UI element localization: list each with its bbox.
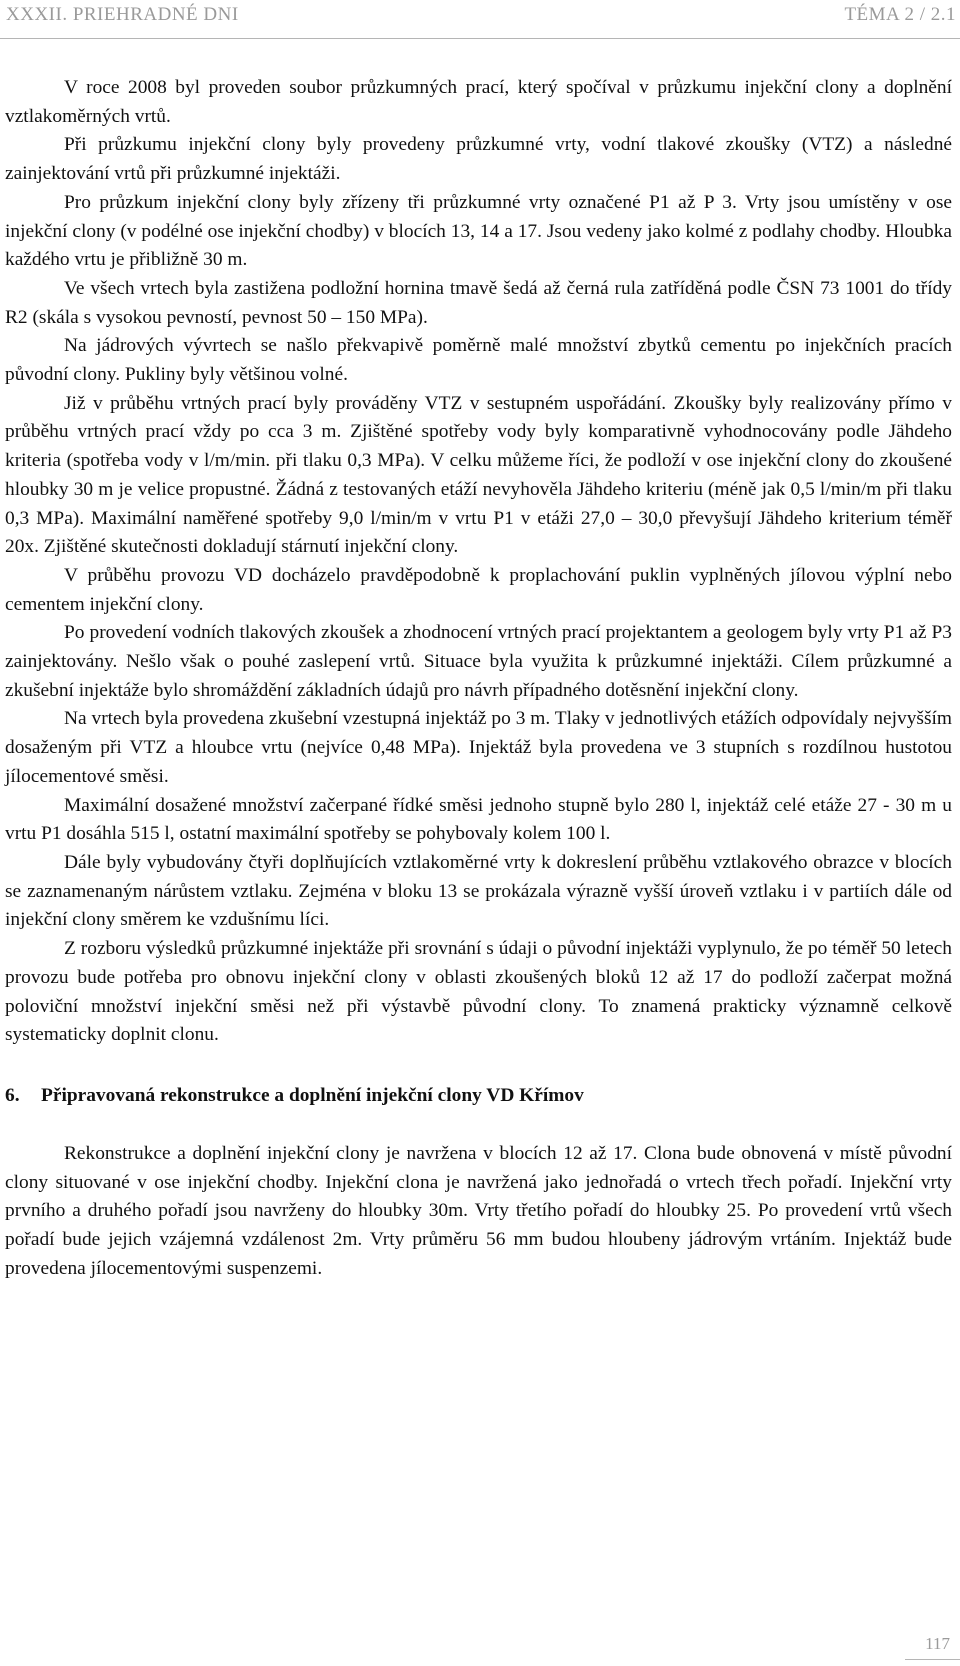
paragraph: Z rozboru výsledků průzkumné injektáže při srovnání s údaji o původní injektáži vyplynulo, že po téměř 50 letech provozu bude potřeba pro obnovu injekční clony v oblasti zkoušených bloků 12 až 17 do podloží začerpat možná poloviční množství injekční směsi než při výstavbě původní clony. To znamená prakticky významně celkově systematicky doplnit clonu. [5, 938, 952, 1046]
paragraph: Při průzkumu injekční clony byly provedeny průzkumné vrty, vodní tlakové zkoušky (VTZ) a následné zainjektování vrtů při průzkumné injektáži. [5, 134, 952, 185]
paragraph: Již v průběhu vrtných prací byly prováděny VTZ v sestupném uspořádání. Zkoušky byly realizovány přímo v průběhu vrtných prací vždy po cca 3 m. Zjištěné spotřeby vody byly komparativně vyhodnocovány podle Jähdeho kriteria (spotřeba vody v l/m/min. při tlaku 0,3 MPa). V celku můžeme říci, že podloží v ose injekční clony do zkoušené hloubky 30 m je velice propustné. Žádná z testovaných etáží nevyhověla Jähdeho kriteriu (méně jak 0,5 l/min/m při tlaku 0,3 MPa). Maximální naměřené spotřeby 9,0 l/min/m v vrtu P1 v etáži 27,0 – 30,0 převyšují Jähdeho kriterium téměř 20x. Zjištěné skutečnosti dokladují stárnutí injekční clony. [5, 392, 952, 558]
header-rule [0, 38, 960, 39]
paragraph: Po provedení vodních tlakových zkoušek a zhodnocení vrtných prací projektantem a geologem byly vrty P1 až P3 zainjektovány. Nešlo však o pouhé zaslepení vrtů. Situace byla využita k průzkumné injektáži. Cílem průzkumné a zkušební injektáže bylo shromáždění základních údajů pro návrh případného dotěsnění injekční clony. [5, 622, 952, 701]
paragraph: V průběhu provozu VD docházelo pravděpodobně k proplachování puklin vyplněných jílovou výplní nebo cementem injekční clony. [5, 564, 952, 615]
section-number: 6. [5, 1084, 20, 1106]
paragraph: Ve všech vrtech byla zastižena podložní hornina tmavě šedá až černá rula zatříděná podle ČSN 73 1001 do třídy R2 (skála s vysokou pevností, pevnost 50 – 150 MPa). [5, 277, 952, 328]
section-title: Připravovaná rekonstrukce a doplnění injekční clony VD Křímov [41, 1084, 584, 1106]
paragraph: Na vrtech byla provedena zkušební vzestupná injektáž po 3 m. Tlaky v jednotlivých etážích odpovídaly nejvyšším dosaženým při VTZ a hloubce vrtu (nejvíce 0,48 MPa). Injektáž byla provedena ve 3 stupních s rozdílnou hustotou jílocementové směsi. [5, 708, 952, 787]
paragraph: Pro průzkum injekční clony byly zřízeny tři průzkumné vrty označené P1 až P 3. Vrty jsou umístěny v ose injekční clony (v podélné ose injekční chodby) v blocích 13, 14 a 17. Jsou vedeny jako kolmé z podlahy chodby. Hloubka každého vrtu je přibližně 30 m. [5, 191, 952, 271]
paragraph: Na jádrových vývrtech se našlo překvapivě poměrně malé množství zbytků cementu po injekčních pracích původní clony. Pukliny byly většinou volné. [5, 335, 952, 386]
paragraph: Dále byly vybudovány čtyři doplňujících vztlakoměrné vrty k dokreslení průběhu vztlakového obrazce v blocích se zaznamenaným nárůstem vztlaku. Zejména v bloku 13 se prokázala výrazně vyšší úroveň vztlaku i v partiích dále od injekční clony směrem ke vzdušnímu líci. [5, 851, 952, 931]
topic-label: TÉMA 2 / 2.1 [844, 4, 956, 25]
section-heading [5, 1082, 952, 1110]
document-body [5, 74, 952, 1283]
footer-rule [905, 1659, 960, 1660]
paragraph: V roce 2008 byl proveden soubor průzkumných prací, který spočíval v průzkumu injekční clony a doplnění vztlakoměrných vrtů. [5, 77, 952, 127]
conference-title: XXXII. PRIEHRADNÉ DNI [6, 4, 239, 25]
paragraph: Maximální dosažené množství začerpané řídké směsi jednoho stupně bylo 280 l, injektáž celé etáže 27 - 30 m u vrtu P1 dosáhla 515 l, ostatní maximální spotřeby se pohybovaly kolem 100 l. [5, 794, 952, 845]
page-header [0, 0, 960, 42]
page-number: 117 [925, 1634, 950, 1653]
paragraph: Rekonstrukce a doplnění injekční clony je navržena v blocích 12 až 17. Clona bude obnovená v místě původní clony situované v ose injekční chodby. Injekční clona je navržená jako jednořadá o vrtech třech pořadí. Injekční vrty prvního a druhého pořadí jsou navrženy do hloubky 30m. Vrty třetího pořadí do hloubky 25. Po provedení vrtů všech pořadí bude jejich vzájemná vzdálenost 2m. Vrty průměru 56 mm budou hloubeny jádrovým vrtáním. Injektáž bude provedena jílocementovými suspenzemi. [5, 1142, 952, 1279]
